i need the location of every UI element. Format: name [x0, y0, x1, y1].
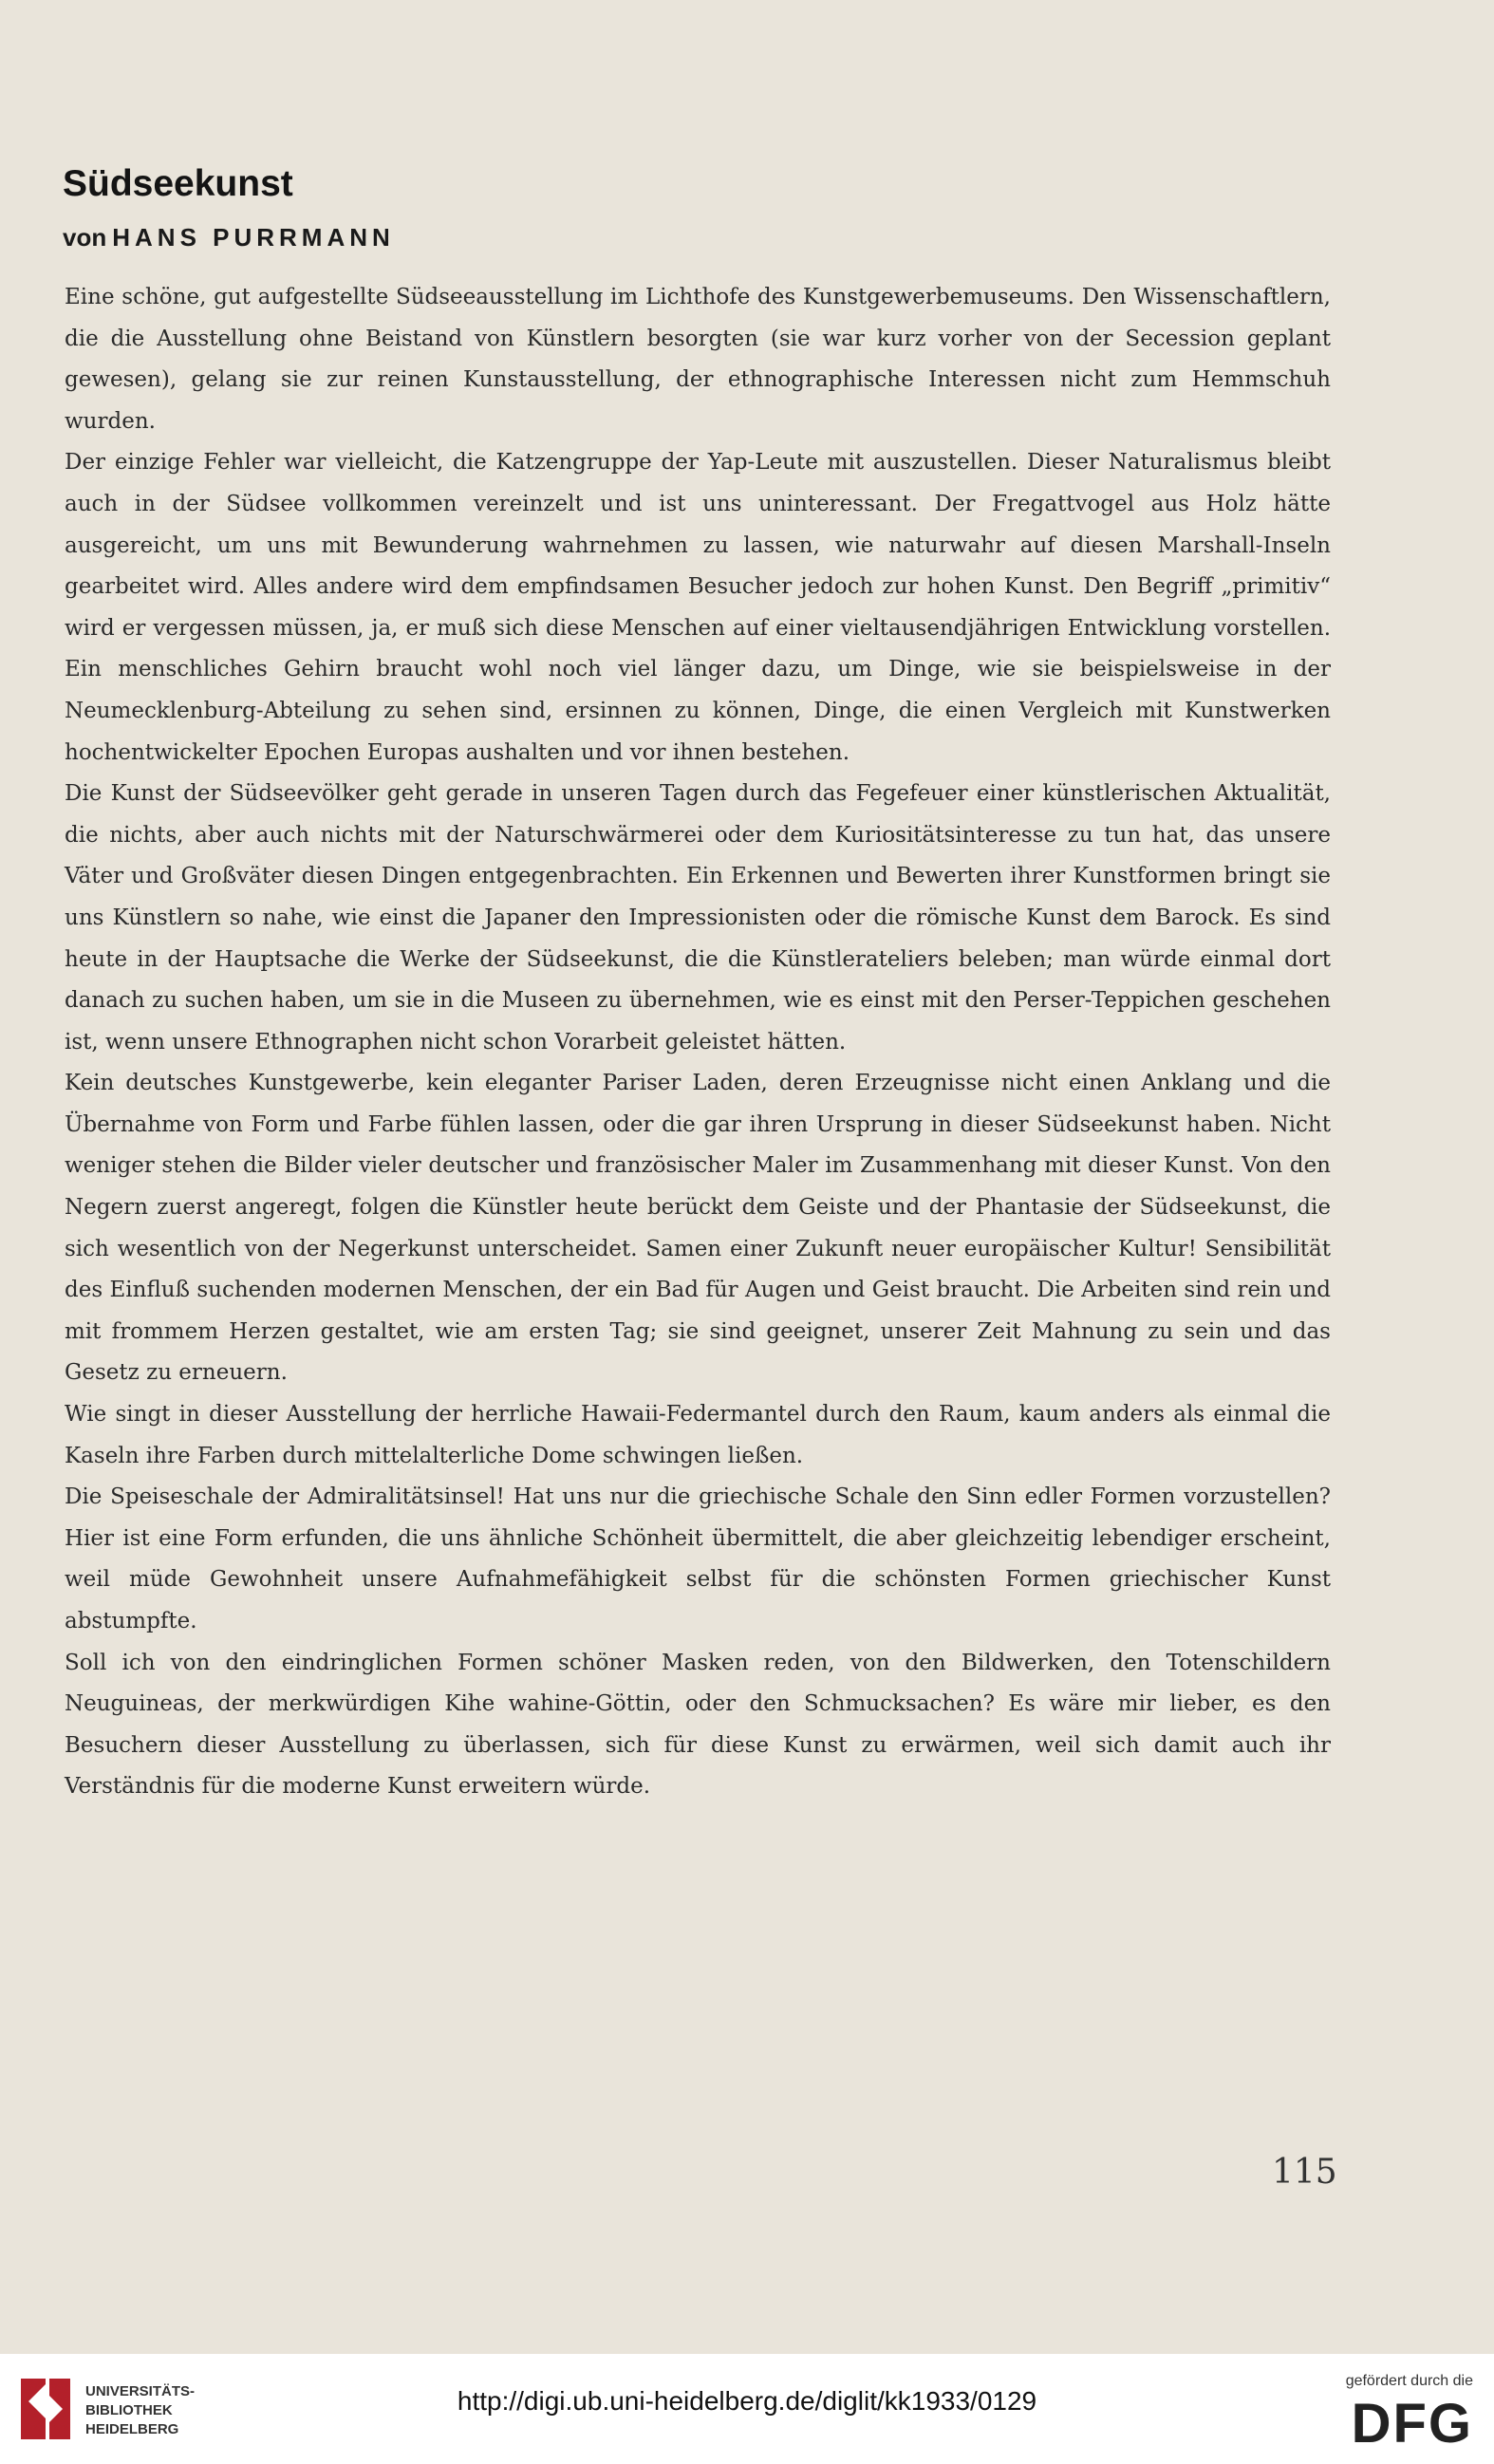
byline	[63, 223, 395, 252]
author-name: HANS PURRMANN	[112, 223, 395, 252]
paragraph: Eine schöne, gut aufgestellte Südseeausstellung im Lichthofe des Kunstgewerbemuseums. Den Wissenschaftlern, die die Ausstellung ohne Beistand von Künstlern besorgten (sie war kurz vorher von der Secession geplant gewesen), gelang sie zur reinen Kunstausstellung, der ethnographische Interessen nicht zum Hemmschuh wurden.	[65, 285, 1331, 434]
page-number: 115	[1272, 2153, 1337, 2192]
paragraph: Der einzige Fehler war vielleicht, die Katzengruppe der Yap-Leute mit auszustellen. Dieser Naturalismus bleibt auch in der Südsee vollkommen vereinzelt und ist uns uninteressant. Der Fregattvogel aus Holz hätte ausgereicht, um uns mit Bewunderung wahrnehmen zu lassen, wie naturwahr auf diesen Marshall-Inseln gearbeitet wird. Alles andere wird dem empfindsamen Besucher jedoch zur hohen Kunst. Den Begriff „primitiv“ wird er vergessen müssen, ja, er muß sich diese Menschen auf einer vieltausendjährigen Entwicklung vorstellen. Ein menschliches Gehirn braucht wohl noch viel länger dazu, um Dinge, wie sie beispielsweise in der Neumecklenburg-Abteilung zu sehen sind, ersinnen zu können, Dinge, die einen Vergleich mit Kunstwerken hochentwickelter Epochen Europas aushalten und vor ihnen bestehen.	[65, 450, 1331, 765]
digitization-footer	[0, 2354, 1494, 2464]
byline-prefix: von	[63, 223, 107, 252]
paragraph: Die Kunst der Südseevölker geht gerade in unseren Tagen durch das Fegefeuer einer künstlerischen Aktualität, die nichts, aber auch nichts mit der Naturschwärmerei oder dem Kuriositätsinteresse zu tun hat, das unsere Väter und Großväter diesen Dingen entgegenbrachten. Ein Erkennen und Bewerten ihrer Kunstformen bringt sie uns Künstlern so nahe, wie einst die Japaner den Impressionisten oder die römische Kunst dem Barock. Es sind heute in der Hauptsache die Werke der Südseekunst, die die Künstlerateliers beleben; man würde einmal dort danach zu suchen haben, um sie in die Museen zu übernehmen, wie es einst mit den Perser-Teppichen geschehen ist, wenn unsere Ethnographen nicht schon Vorarbeit geleistet hätten.	[65, 781, 1331, 1055]
library-name-line: UNIVERSITÄTS-	[85, 2383, 196, 2399]
library-name-line: HEIDELBERG	[85, 2421, 179, 2437]
paragraph: Soll ich von den eindringlichen Formen schöner Masken reden, von den Bildwerken, den Totenschildern Neuguineas, der merkwürdigen Kihe wahine-Göttin, oder den Schmucksachen? Es wäre mir lieber, es den Besuchern dieser Ausstellung zu überlassen, sich für diese Kunst zu erwärmen, weil sich damit auch ihr Verständnis für die moderne Kunst erweitern würde.	[65, 1650, 1331, 1800]
funding-caption: gefördert durch die	[1345, 2373, 1473, 2389]
source-url-link[interactable]: http://digi.ub.uni-heidelberg.de/diglit/kk1933/0129	[457, 2386, 1037, 2416]
paragraph: Wie singt in dieser Ausstellung der herrliche Hawaii-Federmantel durch den Raum, kaum anders als einmal die Kaseln ihre Farben durch mittelalterliche Dome schwingen ließen.	[65, 1402, 1331, 1468]
article-title: Südseekunst	[63, 163, 293, 204]
dfg-logo: DFG	[1351, 2393, 1473, 2455]
paragraph: Kein deutsches Kunstgewerbe, kein eleganter Pariser Laden, deren Erzeugnisse nicht einen Anklang und die Übernahme von Form und Farbe fühlen lassen, oder die gar ihren Ursprung in dieser Südseekunst haben. Nicht weniger stehen die Bilder vieler deutscher und französischer Maler im Zusammenhang mit dieser Kunst. Von den Negern zuerst angeregt, folgen die Künstler heute berückt dem Geiste und der Phantasie der Südseekunst, die sich wesentlich von der Negerkunst unterscheidet. Samen einer Zukunft neuer europäischer Kultur! Sensibilität des Einfluß suchenden modernen Menschen, der ein Bad für Augen und Geist braucht. Die Arbeiten sind rein und mit frommem Herzen gestaltet, wie am ersten Tag; sie sind geeignet, unserer Zeit Mahnung zu sein und das Gesetz zu erneuern.	[65, 1071, 1331, 1386]
library-name-line: BIBLIOTHEK	[85, 2402, 173, 2418]
paragraph: Die Speiseschale der Admiralitätsinsel! Hat uns nur die griechische Schale den Sinn edler Formen vorzustellen? Hier ist eine Form erfunden, die uns ähnliche Schönheit übermittelt, die aber gleichzeitig lebendiger erscheint, weil müde Gewohnheit unsere Aufnahmefähigkeit selbst für die schönsten Formen griechischer Kunst abstumpfte.	[65, 1484, 1331, 1633]
article-body	[65, 277, 1331, 1808]
